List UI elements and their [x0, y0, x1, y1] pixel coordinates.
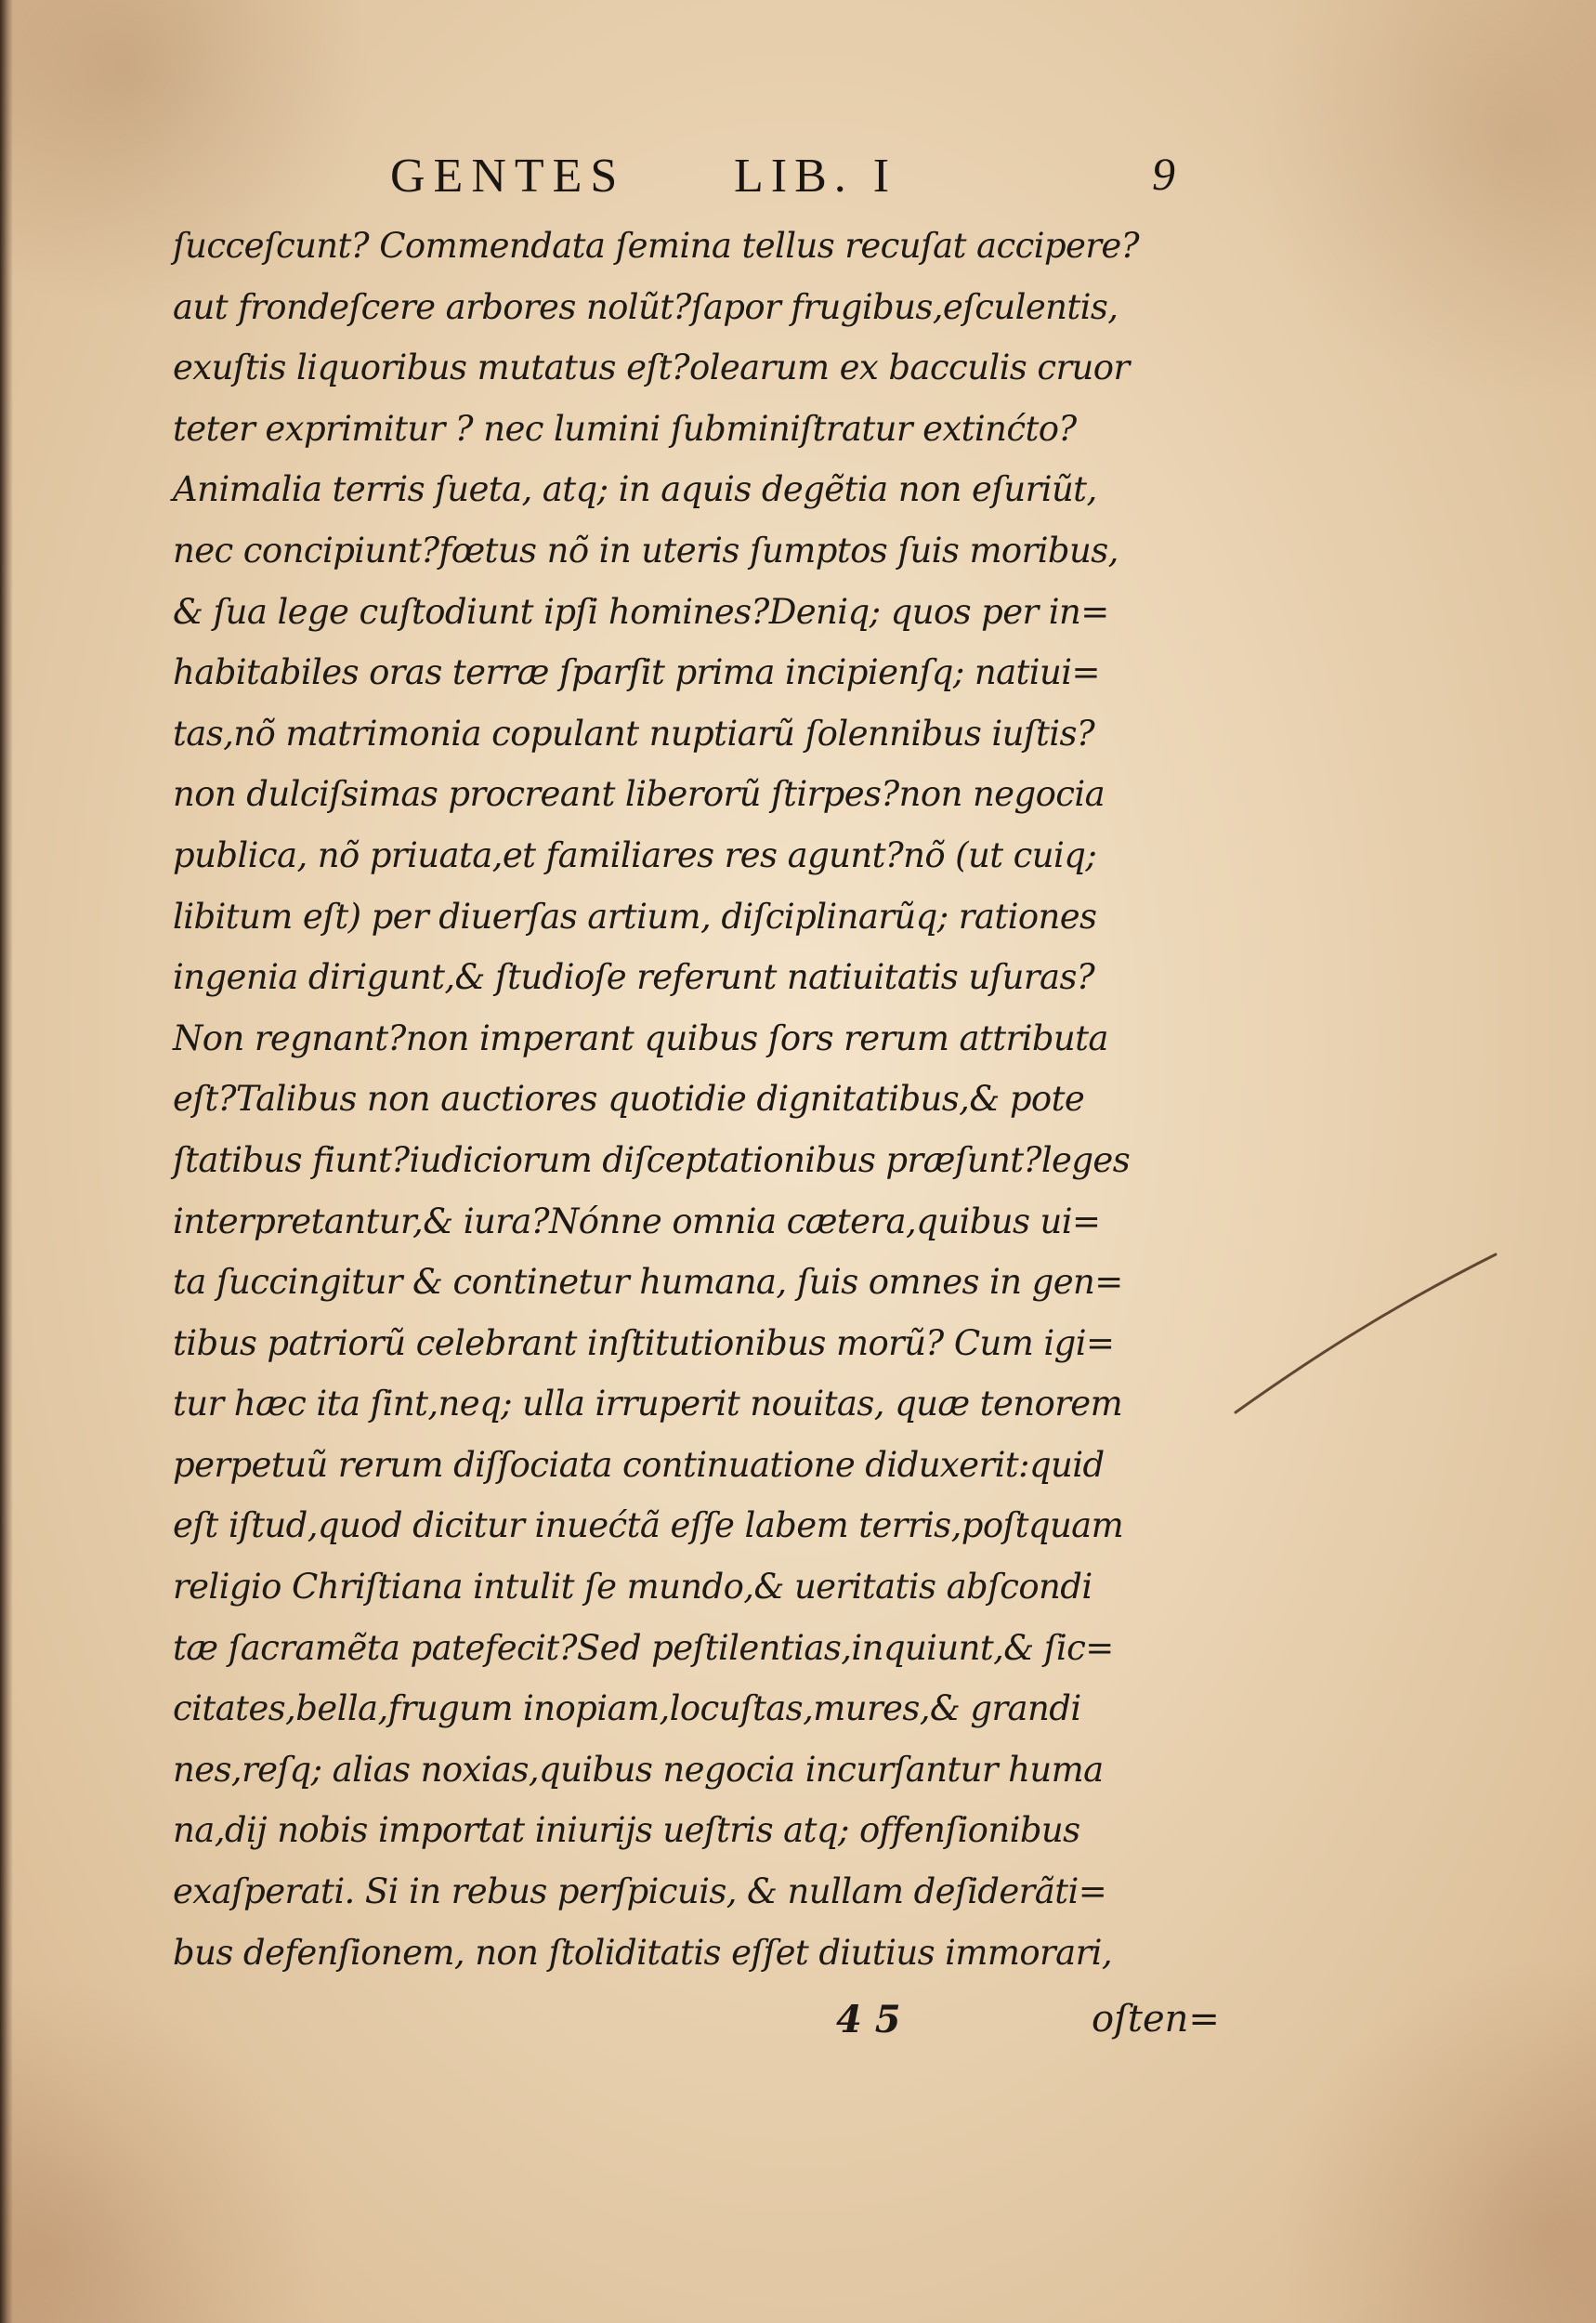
text-line: na,dij nobis importat iniurijs ueſtris atq; offenſionibus: [173, 1810, 1080, 1851]
text-line: bus defenſionem, non ſtoliditatis eſſet diutius immorari,: [173, 1932, 1113, 1973]
text-line: citates,bella,frugum inopiam,locuſtas,mures,& grandi: [173, 1688, 1081, 1729]
text-line: exaſperati. Si in rebus perſpicuis, & nullam deſiderãti=: [173, 1871, 1107, 1912]
text-line: tibus patriorũ celebrant inſtitutionibus morũ? Cum igi=: [173, 1322, 1115, 1363]
text-line: nec concipiunt?fœtus nõ in uteris ſumptos ſuis moribus,: [173, 530, 1119, 571]
text-line: eſt iſtud,quod dicitur inuećtã eſſe labem terris,poſtquam: [173, 1505, 1124, 1546]
ink-stroke-mark: [1226, 1245, 1505, 1431]
running-title: GENTES: [390, 150, 626, 203]
text-line: & ſua lege cuſtodiunt ipſi homines?Deniq; quos per in=: [173, 591, 1109, 632]
text-line: ſucceſcunt? Commendata ſemina tellus recuſat accipere?: [173, 226, 1139, 266]
text-line: non dulciſsimas procreant liberorũ ſtirpes?non negocia: [173, 774, 1105, 815]
text-line: interpretantur,& iura?Nónne omnia cætera,quibus ui=: [173, 1201, 1101, 1241]
book-reference: LIB. I: [734, 150, 897, 203]
text-line: Animalia terris ſueta, atq; in aquis degẽtia non eſuriũt,: [173, 469, 1097, 510]
text-line: perpetuũ rerum diſſociata continuatione diduxerit:quid: [173, 1444, 1105, 1485]
text-line: aut frondeſcere arbores nolũt?ſapor frugibus,eſculentis,: [173, 286, 1119, 327]
text-line: ingenia dirigunt,& ſtudioſe referunt natiuitatis uſuras?: [173, 957, 1095, 998]
text-line: habitabiles oras terræ ſparſit prima incipienſq; natiui=: [173, 652, 1100, 693]
catchword: oſten=: [1092, 1998, 1220, 2041]
folio-number: 9: [1152, 148, 1175, 200]
page-edge-shadow: [0, 0, 13, 2323]
text-line: eſt?Talibus non auctiores quotidie dignitatibus,& pote: [173, 1079, 1085, 1120]
text-line: ta ſuccingitur & continetur humana, ſuis omnes in gen=: [173, 1262, 1123, 1303]
text-line: tas,nõ matrimonia copulant nuptiarũ ſolennibus iuſtis?: [173, 713, 1095, 754]
text-line: exuſtis liquoribus mutatus eſt?olearum ex bacculis cruor: [173, 348, 1130, 388]
text-line: Non regnant?non imperant quibus ſors rerum attributa: [173, 1017, 1108, 1058]
text-line: religio Chriſtiana intulit ſe mundo,& ueritatis abſcondi: [173, 1567, 1092, 1608]
body-text: [173, 216, 1241, 1983]
text-line: tur hæc ita ſint,neq; ulla irruperit nouitas, quæ tenorem: [173, 1384, 1123, 1424]
running-header: [390, 149, 1226, 204]
text-line: ſtatibus fiunt?iudiciorum diſceptationibus præſunt?leges: [173, 1139, 1131, 1180]
signature-mark: 4 5: [836, 1998, 901, 2041]
text-line: nes,reſq; alias noxias,quibus negocia incurſantur huma: [173, 1749, 1104, 1790]
text-line: libitum eſt) per diuerſas artium, diſciplinarũq; rationes: [173, 896, 1097, 937]
text-line: tæ ſacramẽta patefecit?Sed peſtilentias,inquiunt,& ſic=: [173, 1627, 1114, 1668]
text-line: publica, nõ priuata,et familiares res agunt?nõ (ut cuiq;: [173, 834, 1097, 875]
page-footer: [818, 1998, 1245, 2054]
text-line: teter exprimitur ? nec lumini ſubminiſtratur extinćto?: [173, 408, 1077, 449]
